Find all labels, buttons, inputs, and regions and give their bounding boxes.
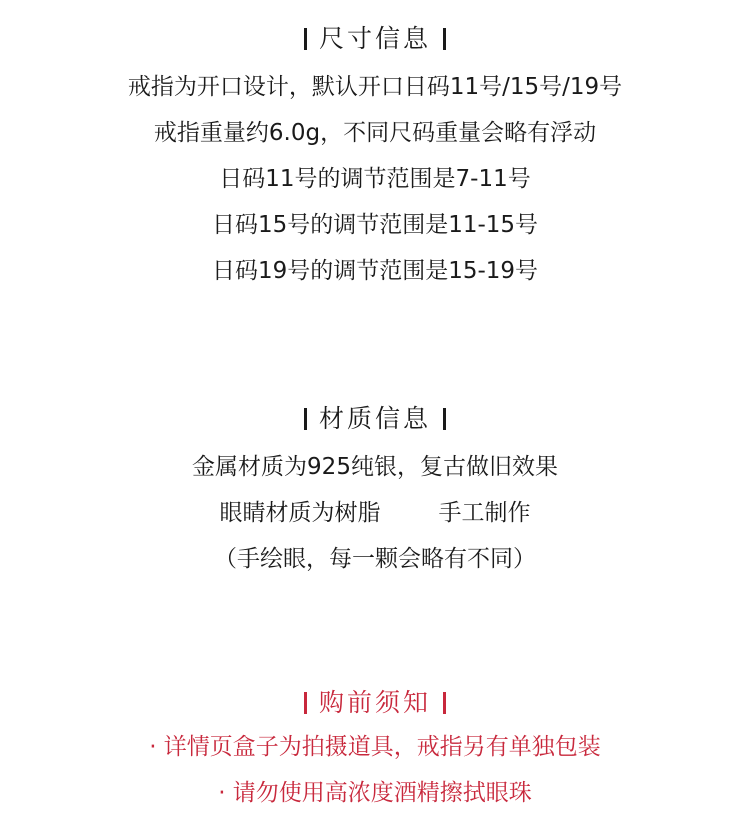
heading-bar-left <box>304 692 307 714</box>
material-info-line <box>0 490 750 536</box>
size-info-heading-text: 尺寸信息 <box>318 24 431 53</box>
purchase-notice-section <box>0 686 750 816</box>
heading-bar-right <box>443 692 446 714</box>
heading-bar-right <box>443 28 446 50</box>
size-info-section <box>0 22 750 294</box>
size-info-heading <box>0 22 750 56</box>
purchase-notice-line: · 请勿使用高浓度酒精擦拭眼珠 <box>218 780 532 806</box>
material-info-line: 金属材质为925纯银，复古做旧效果 <box>192 454 558 480</box>
material-eye-text: 眼睛材质为树脂 <box>219 500 381 526</box>
size-info-line: 戒指重量约6.0g，不同尺码重量会略有浮动 <box>153 120 597 146</box>
purchase-notice-heading-text: 购前须知 <box>318 688 431 717</box>
material-info-section <box>0 402 750 582</box>
size-info-line: 戒指为开口设计，默认开口日码11号/15号/19号 <box>127 74 623 100</box>
material-info-note: （手绘眼，每一颗会略有不同） <box>214 546 536 572</box>
material-handmade-text: 手工制作 <box>438 500 531 526</box>
purchase-notice-heading <box>0 686 750 720</box>
size-info-line: 日码19号的调节范围是15-19号 <box>211 258 539 284</box>
heading-bar-left <box>304 408 307 430</box>
size-info-line: 日码15号的调节范围是11-15号 <box>211 212 539 238</box>
heading-bar-left <box>304 28 307 50</box>
size-info-line: 日码11号的调节范围是7-11号 <box>219 166 531 192</box>
material-info-heading <box>0 402 750 436</box>
material-info-heading-text: 材质信息 <box>318 404 431 433</box>
heading-bar-right <box>443 408 446 430</box>
purchase-notice-line: · 详情页盒子为拍摄道具，戒指另有单独包装 <box>149 734 601 760</box>
